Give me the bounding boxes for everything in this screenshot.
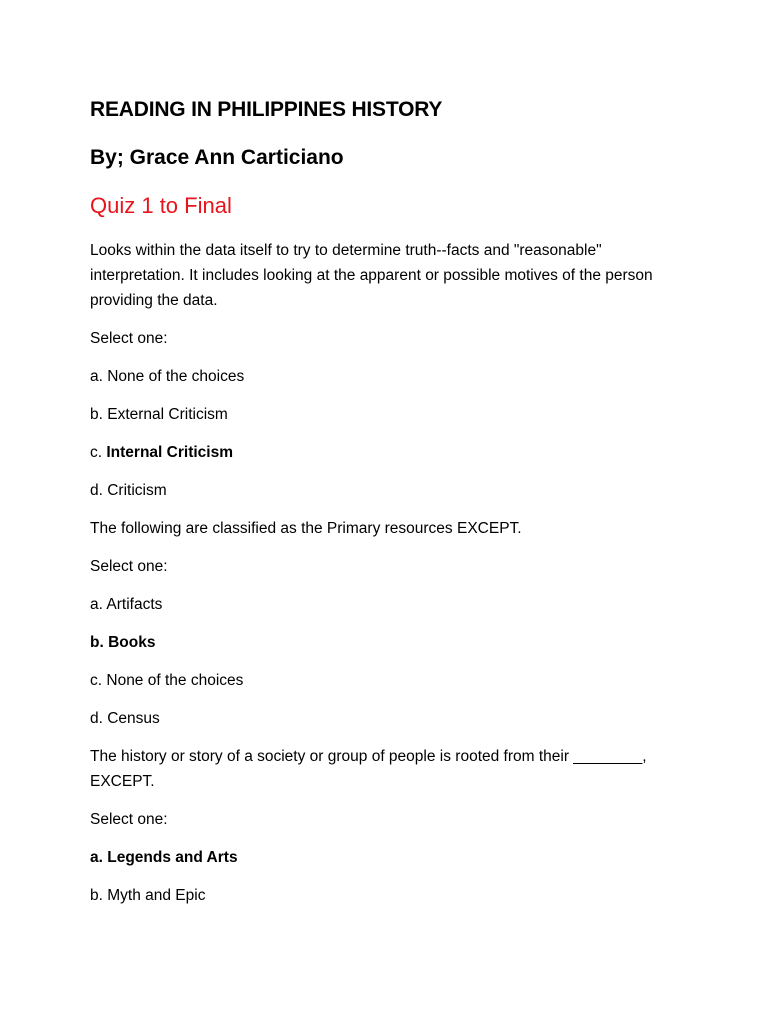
- choice-text-answer: Internal Criticism: [106, 444, 233, 461]
- question-2-prompt: The following are classified as the Primary resources EXCEPT.: [90, 520, 522, 537]
- choice-prefix: b.: [90, 887, 108, 904]
- question-2-choice-b-answer: [90, 630, 690, 655]
- choice-prefix: c.: [90, 444, 107, 461]
- question-2-choice-d: [90, 706, 690, 731]
- choice-text: None of the choices: [107, 368, 245, 385]
- question-1-choice-b: [90, 402, 690, 427]
- choice-text: None of the choices: [106, 672, 244, 689]
- question-2-choice-c: [90, 668, 690, 693]
- question-3-choice-b: [90, 883, 690, 908]
- question-2-choice-a: [90, 592, 690, 617]
- document-page: [90, 96, 690, 921]
- choice-prefix: d.: [90, 482, 108, 499]
- choice-prefix: d.: [90, 710, 108, 727]
- choice-text-answer: Legends and Arts: [107, 849, 238, 866]
- document-title: READING IN PHILIPPINES HISTORY: [90, 98, 443, 121]
- question-2-instruction: Select one:: [90, 558, 168, 575]
- question-1-instruction: Select one:: [90, 330, 168, 347]
- question-1-choice-c-answer: [90, 440, 690, 465]
- choice-prefix: a.: [90, 849, 108, 866]
- question-3-instruction: Select one:: [90, 811, 168, 828]
- question-3-prompt: The history or story of a society or group of people is rooted from their ________, EXCEPT.: [90, 748, 647, 790]
- choice-prefix: b.: [90, 406, 108, 423]
- question-1-choice-d: [90, 478, 690, 503]
- document-subtitle: Quiz 1 to Final: [90, 193, 232, 218]
- question-3-choice-a-answer: [90, 845, 690, 870]
- choice-prefix: b.: [90, 634, 109, 651]
- choice-prefix: a.: [90, 596, 107, 613]
- choice-prefix: c.: [90, 672, 107, 689]
- question-1-prompt: Looks within the data itself to try to determine truth--facts and "reasonable" interpretation. It includes looking at the apparent or possible motives of the person providing the data.: [90, 242, 653, 309]
- choice-prefix: a.: [90, 368, 108, 385]
- choice-text: Myth and Epic: [107, 887, 206, 904]
- choice-text-answer: Books: [108, 634, 156, 651]
- question-1-choice-a: [90, 364, 690, 389]
- choice-text: Criticism: [107, 482, 167, 499]
- document-author: By; Grace Ann Carticiano: [90, 146, 344, 169]
- choice-text: Census: [107, 710, 160, 727]
- choice-text: External Criticism: [107, 406, 228, 423]
- choice-text: Artifacts: [106, 596, 163, 613]
